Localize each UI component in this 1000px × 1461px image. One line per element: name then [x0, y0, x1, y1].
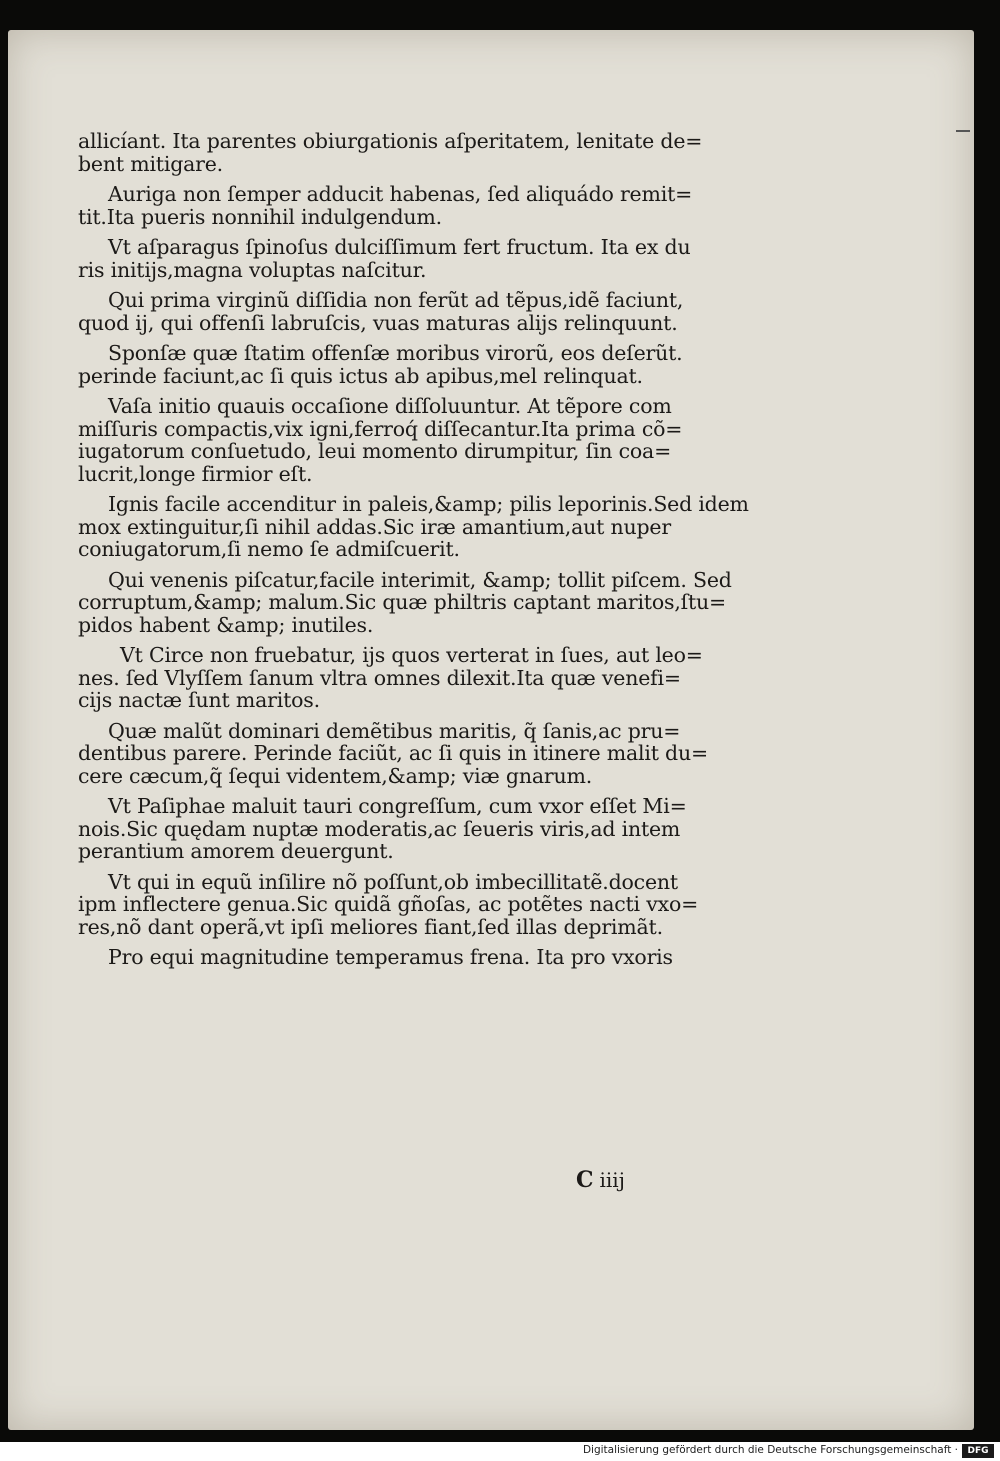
text-line: Pro equi magnitudine temperamus frena. Ita pro vxoris: [108, 945, 673, 969]
paragraph: [78, 720, 738, 788]
text-line: res,nõ dant operã,vt ipſi meliores fiant,ſed illas deprimãt.: [78, 914, 663, 939]
text-line: ipm inflectere genua.Sic quidã gñoſas, ac potẽtes nacti vxo=: [78, 892, 699, 916]
text-line: Auriga non ſemper adducit habenas, ſed aliquádo remit=: [108, 182, 693, 206]
text-line: iugatorum conſuetudo, leui momento dirumpitur, ſin coa=: [78, 439, 672, 463]
footer-credit: Digitalisierung gefördert durch die Deutsche Forschungsgemeinschaft ·: [582, 1444, 958, 1456]
paragraph: [78, 289, 738, 334]
footer-bar: [0, 1442, 1000, 1461]
text-line: Vt Circe non fruebatur, ijs quos verterat in ſues, aut leo=: [120, 643, 703, 667]
text-line: nois.Sic quędam nuptæ moderatis,ac ſeueris viris,ad intem: [78, 816, 681, 841]
paragraph: [78, 342, 738, 387]
text-line: allicíant. Ita parentes obiurgationis aſperitatem, lenitate de=: [78, 129, 703, 153]
paragraph: [78, 569, 738, 637]
paragraph: [78, 946, 738, 969]
signature-letter: C: [576, 1167, 594, 1193]
dfg-logo: DFG: [962, 1444, 994, 1458]
paragraph: [78, 871, 738, 939]
text-line: corruptum,&amp; malum.Sic quæ philtris captant maritos,ſtu=: [78, 590, 727, 614]
text-line: Ignis facile accenditur in paleis,&amp; pilis leporinis.Sed idem: [108, 492, 749, 516]
paragraph: [78, 795, 738, 863]
text-line: pidos habent &amp; inutiles.: [78, 612, 374, 637]
text-line: coniugatorum,ſi nemo ſe admiſcuerit.: [78, 537, 460, 561]
text-line: ris initijs,magna voluptas naſcitur.: [78, 257, 427, 282]
text-line: Vt aſparagus ſpinoſus dulciſſimum fert fructum. Ita ex du: [108, 235, 691, 259]
paragraph: [78, 395, 738, 485]
signature-mark: [576, 1167, 625, 1193]
text-line: nes. ſed Vlyſſem ſanum vltra omnes dilexit.Ita quæ venefi=: [78, 665, 681, 690]
text-line: Vaſa initio quauis occaſione diſſoluuntur. At tẽpore com: [108, 394, 672, 418]
text-line: mox extinguitur,ſi nihil addas.Sic iræ amantium,aut nuper: [78, 514, 671, 539]
text-line: bent mitigare.: [78, 151, 223, 176]
text-line: lucrit,longe firmior eſt.: [78, 461, 313, 486]
paragraph: [78, 644, 738, 712]
text-line: miſſuris compactis,vix igni,ferroq́ diſſecantur.Ita prima cõ=: [78, 416, 683, 441]
text-line: dentibus parere. Perinde faciũt, ac ſi quis in itinere malit du=: [78, 741, 708, 765]
text-line: Sponſæ quæ ſtatim offenſæ moribus virorũ, eos deſerũt.: [108, 341, 683, 365]
paragraph: [78, 183, 738, 228]
signature-number: iiij: [599, 1168, 625, 1192]
text-line: perinde faciunt,ac ſi quis ictus ab apibus,mel relinquat.: [78, 363, 643, 388]
paragraph: [78, 130, 738, 175]
paragraph: [78, 492, 749, 561]
text-line: cere cæcum,q̃ ſequi videntem,&amp; viæ gnarum.: [78, 763, 593, 788]
main-text: [78, 129, 749, 977]
text-line: quod ij, qui offenſi labruſcis, vuas maturas alijs relinquunt.: [78, 310, 678, 335]
text-line: Vt Paſiphae maluit tauri congreſſum, cum vxor eſſet Mi=: [108, 794, 687, 818]
paragraph: [78, 236, 738, 281]
book-page: [8, 30, 974, 1430]
text-line: tit.Ita pueris nonnihil indulgendum.: [78, 204, 442, 229]
text-line: Vt qui in equũ inſilire nõ poſſunt,ob imbecillitatẽ.docent: [108, 869, 678, 894]
text-line: Qui prima virginũ diſſidia non ferũt ad tẽpus,idẽ faciunt,: [108, 288, 684, 312]
text-line: Qui venenis piſcatur,facile interimit, &amp; tollit piſcem. Sed: [108, 567, 732, 592]
text-line: Quæ malũt dominari demẽtibus maritis, q̃ ſanis,ac pru=: [108, 718, 681, 743]
margin-mark: [956, 130, 970, 132]
text-line: perantium amorem deuergunt.: [78, 839, 394, 863]
text-line: cijs nactæ ſunt maritos.: [78, 688, 320, 712]
